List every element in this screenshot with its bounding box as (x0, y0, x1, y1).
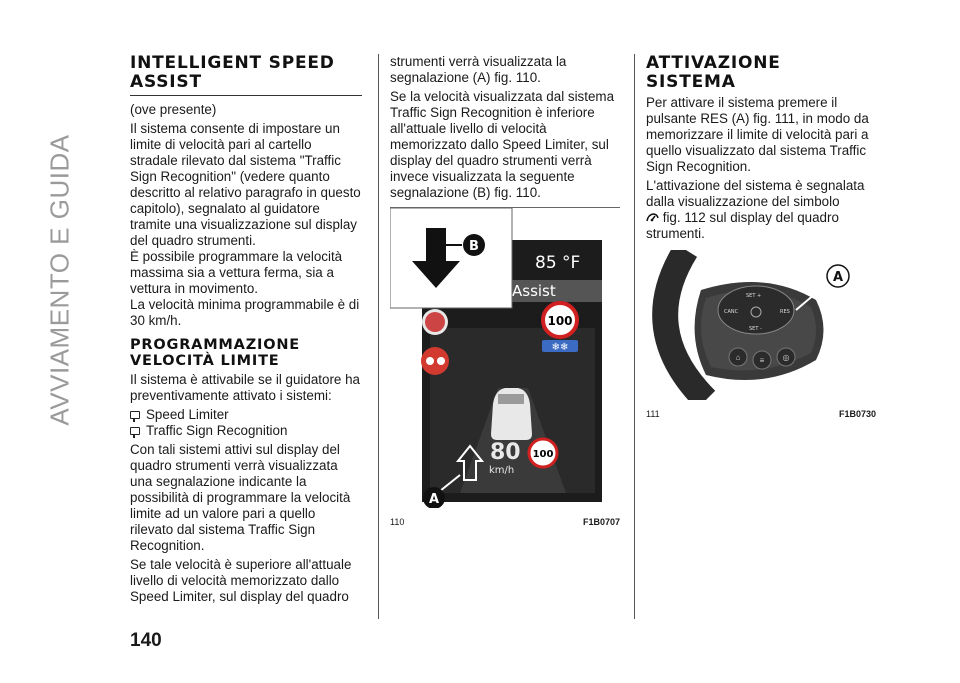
column-divider (634, 54, 635, 619)
page-number: 140 (130, 630, 162, 651)
overlay-box (390, 208, 512, 308)
speed-limiter-icon: ◎ (782, 353, 790, 362)
column-2 (390, 54, 620, 527)
lane-assist-icon: ⌂ (735, 353, 741, 362)
bullet-icon (130, 427, 140, 435)
driver-assist-icon: ≡ (759, 356, 765, 365)
paragraph: È possibile programmare la velocità massima sia a vettura ferma, sia a vettura in movimento. (130, 249, 343, 296)
paragraph: L'attivazione del sistema è segnalata dalla visualizzazione del simbolo (646, 178, 865, 209)
set-minus-button: SET - (749, 326, 762, 332)
paragraph: Con tali sistemi attivi sul display del quadro strumenti verrà visualizzata una segnalazione indicante la possibilità di programmare la velocità limite ad un valore pari a quello rilevato dal sistema Traffic Sign Recognition. (130, 442, 351, 553)
bullet-label: Traffic Sign Recognition (146, 423, 288, 438)
cluster-display-illustration (390, 208, 620, 508)
svg-text:A: A (832, 270, 844, 285)
speed-value: 80 (490, 440, 521, 465)
paragraph: Se la velocità visualizzata dal sistema Traffic Sign Recognition è inferiore all'attuale livello di velocità memorizzato dallo Speed Limiter, sul display del quadro strumenti verrà invece visualizzata la seguente segnalazione (B) fig. 110. (390, 89, 615, 200)
paragraph: Per attivare il sistema premere il pulsante RES (A) fig. 111, in modo da memorizzare il limite di velocità pari a quello visualizzato dal sistema Traffic Sign Recognition. (646, 95, 869, 174)
steering-wheel-illustration (646, 250, 876, 400)
speed-assist-symbol-icon (646, 212, 659, 223)
bullet-icon (130, 411, 140, 419)
svg-text:A: A (428, 492, 440, 507)
set-plus-button: SET + (746, 293, 762, 299)
paragraph: strumenti verrà visualizzata la segnalazione (A) fig. 110. (390, 54, 567, 85)
svg-text:100: 100 (547, 314, 573, 328)
paragraph: fig. 112 sul display del quadro strumenti. (646, 210, 839, 241)
figure-code: F1B0707 (582, 517, 620, 527)
canc-button: CANC (724, 309, 739, 315)
figure-number: 110 (390, 517, 405, 527)
snowflake-icon: ❄❄ (551, 342, 569, 353)
heading-rule (130, 95, 362, 96)
figure-code: F1B0730 (838, 409, 876, 419)
section-heading-attivazione: ATTIVAZIONE SISTEMA (646, 53, 781, 92)
speed-sign-icon (543, 303, 577, 337)
assist-label: Assist (512, 282, 556, 300)
svg-text:B: B (469, 239, 479, 254)
subheading-programmazione: PROGRAMMAZIONE VELOCITÀ LIMITE (130, 337, 300, 369)
bullet-item (130, 423, 362, 439)
paragraph: Il sistema è attivabile se il guidatore ha preventivamente attivato i sistemi: (130, 372, 360, 403)
paragraph: Il sistema consente di impostare un limite di velocità pari al cartello stradale rilevato dal sistema "Traffic Sign Recognition" (vedere quanto descritto al relativo paragrafo in questo capitolo), segnalato al guidatore tramite una visualizzazione sul display del quadro strumenti. (130, 121, 361, 248)
svg-text:100: 100 (532, 449, 554, 460)
paragraph: (ove presente) (130, 102, 217, 117)
column-1 (130, 54, 362, 608)
column-3 (646, 54, 876, 419)
paragraph: La velocità minima programmabile è di 30 km/h. (130, 297, 360, 328)
figure-caption (390, 517, 620, 527)
vehicle-icon (491, 388, 532, 440)
speed-unit: km/h (489, 465, 515, 476)
figure-number: 111 (646, 409, 660, 419)
paragraph: Se tale velocità è superiore all'attuale livello di velocità memorizzato dallo Speed Limiter, sul display del quadro (130, 557, 352, 604)
figure-110 (390, 207, 620, 527)
outside-temperature: 85 °F (535, 253, 581, 273)
bullet-label: Speed Limiter (146, 407, 229, 422)
res-button: RES (780, 309, 790, 315)
bullet-item (130, 407, 362, 423)
figure-111 (646, 250, 876, 419)
section-heading-isa: INTELLIGENT SPEED ASSIST (130, 53, 335, 92)
figure-caption (646, 409, 876, 419)
speed-sign-icon (529, 439, 557, 467)
column-divider (378, 54, 379, 619)
